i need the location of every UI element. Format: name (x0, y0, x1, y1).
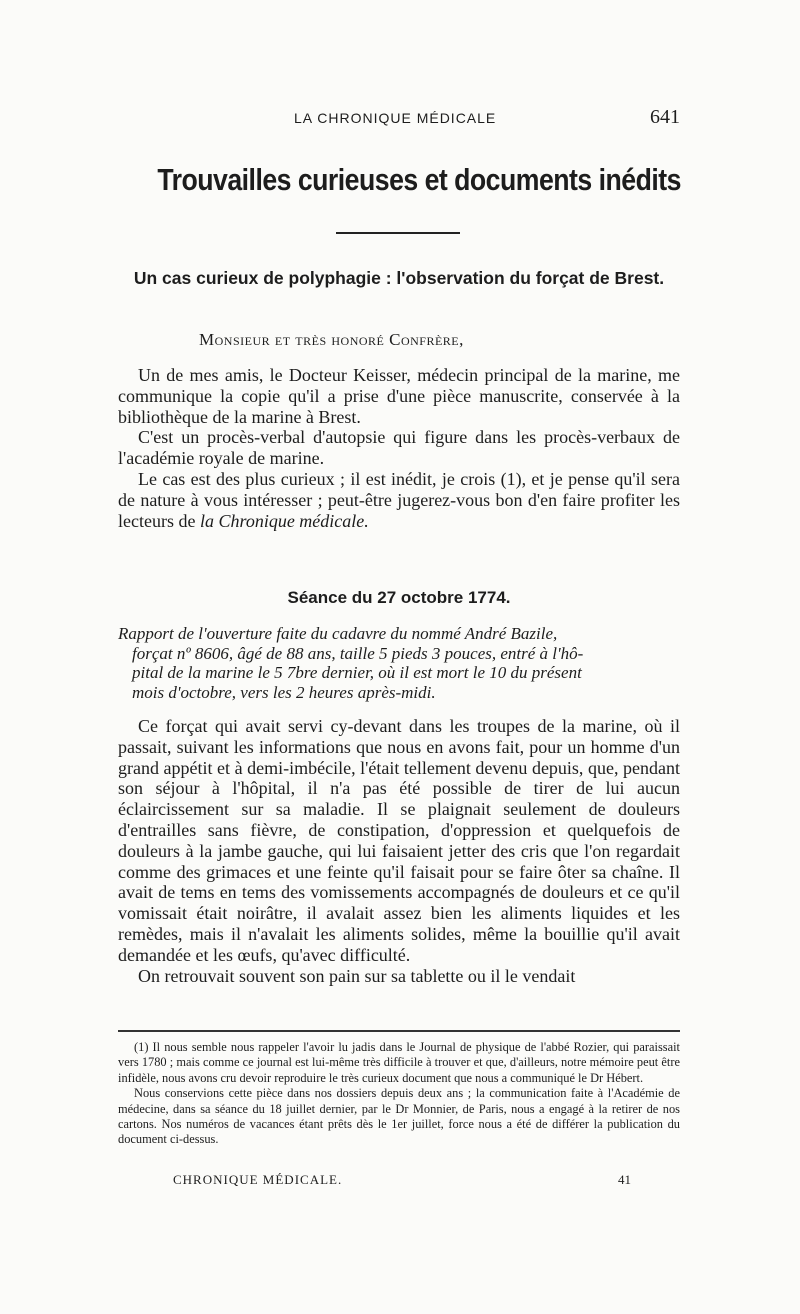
footnotes (118, 1040, 680, 1148)
journal-page (118, 0, 680, 1314)
section-heading: Séance du 27 octobre 1774. (287, 588, 511, 607)
page-number: 641 (650, 106, 680, 128)
subtitle-line: mois d'octobre, vers les 2 heures après-midi. (132, 682, 436, 702)
report-paragraph: Ce forçat qui avait servi cy-devant dans les troupes de la marine, où il passait, suivant les informations que nous en avons fait, pour un homme d'un grand appétit et à demi-imbécile, l'était tellement devenu depuis, que, pendant son séjour à l'hôpital, il n'a pas été possible de tirer de lui aucun éclaircissement sur sa maladie. Il se plaignait seulement de douleurs d'entrailles sans fièvre, de constipation, d'oppression et quelquefois de douleurs à la jambe gauche, qui lui faisaient jetter des cris que l'on regardait comme des grimaces et une feinte qu'il faisait pour se faire ôter sa chaîne. Il avait de tems en tems des vomissements accompagnés de douleurs et ce qu'il vomissait était noirâtre, il avalait assez bien les aliments liquides et les remèdes, mais il n'avalait les aliments solides, même la bouillie qu'il avait demandée et les œufs, qu'avec difficulté. (118, 716, 680, 965)
footnote: Nous conservions cette pièce dans nos dossiers depuis deux ans ; la communication faite à l'Académie de médecine, dans sa séance du 18 juillet dernier, par le Dr Monnier, de Paris, nous a engagé à la retirer de nos cartons. Nos numéros de vacances étant prêts dès le 1er juillet, force nous a été de différer la publication du document ci-dessus. (118, 1086, 680, 1147)
footnote: (1) Il nous semble nous rappeler l'avoir lu jadis dans le Journal de physique de l'abbé Rozier, qui paraissait vers 1780 ; mais comme ce journal est lui-même très difficile à trouver et que, d'ailleurs, notre mémoire peut être infidèle, nous avons cru devoir reproduire le très curieux document que nous a communiqué le Dr Hébert. (118, 1040, 680, 1085)
main-title: Trouvailles curieuses et documents inédits (157, 162, 681, 197)
running-title: LA CHRONIQUE MÉDICALE (294, 110, 497, 126)
journal-name: la Chronique médicale. (199, 510, 369, 531)
report-body (118, 716, 680, 986)
article-title: Un cas curieux de polyphagie : l'observation du forçat de Brest. (133, 268, 665, 288)
subtitle-line: pital de la marine le 5 7bre dernier, où il est mort le 10 du présent (132, 663, 582, 682)
letter-paragraph: Un de mes amis, le Docteur Keisser, médecin principal de la marine, me communique la copie qu'il a prise d'une pièce manuscrite, conservée à la bibliothèque de la marine à Brest. (118, 365, 680, 427)
report-subtitle (118, 624, 680, 702)
subtitle-line: forçat nº 8606, âgé de 88 ans, taille 5 pieds 3 pouces, entré à l'hô- (132, 643, 584, 663)
letter-body (118, 365, 680, 531)
report-paragraph: On retrouvait souvent son pain sur sa tablette ou il le vendait (138, 965, 576, 986)
footer-journal: CHRONIQUE MÉDICALE. (173, 1172, 343, 1187)
footer-folio: 41 (618, 1172, 631, 1187)
footnote-divider (118, 1030, 680, 1032)
running-header (118, 106, 680, 134)
salutation: Monsieur et très honoré Confrère, (199, 330, 464, 349)
subtitle-line: Rapport de l'ouverture faite du cadavre du nommé André Bazile, (118, 624, 558, 643)
title-divider (336, 232, 460, 234)
letter-paragraph: Le cas est des plus curieux ; il est inédit, je crois (1), et je pense qu'il sera de nature à vous intéresser ; peut-être jugerez-vous bon d'en faire profiter les lecteurs de la Chronique médicale. (118, 468, 680, 531)
letter-paragraph: C'est un procès-verbal d'autopsie qui figure dans les procès-verbaux de l'académie royale de marine. (118, 427, 680, 469)
